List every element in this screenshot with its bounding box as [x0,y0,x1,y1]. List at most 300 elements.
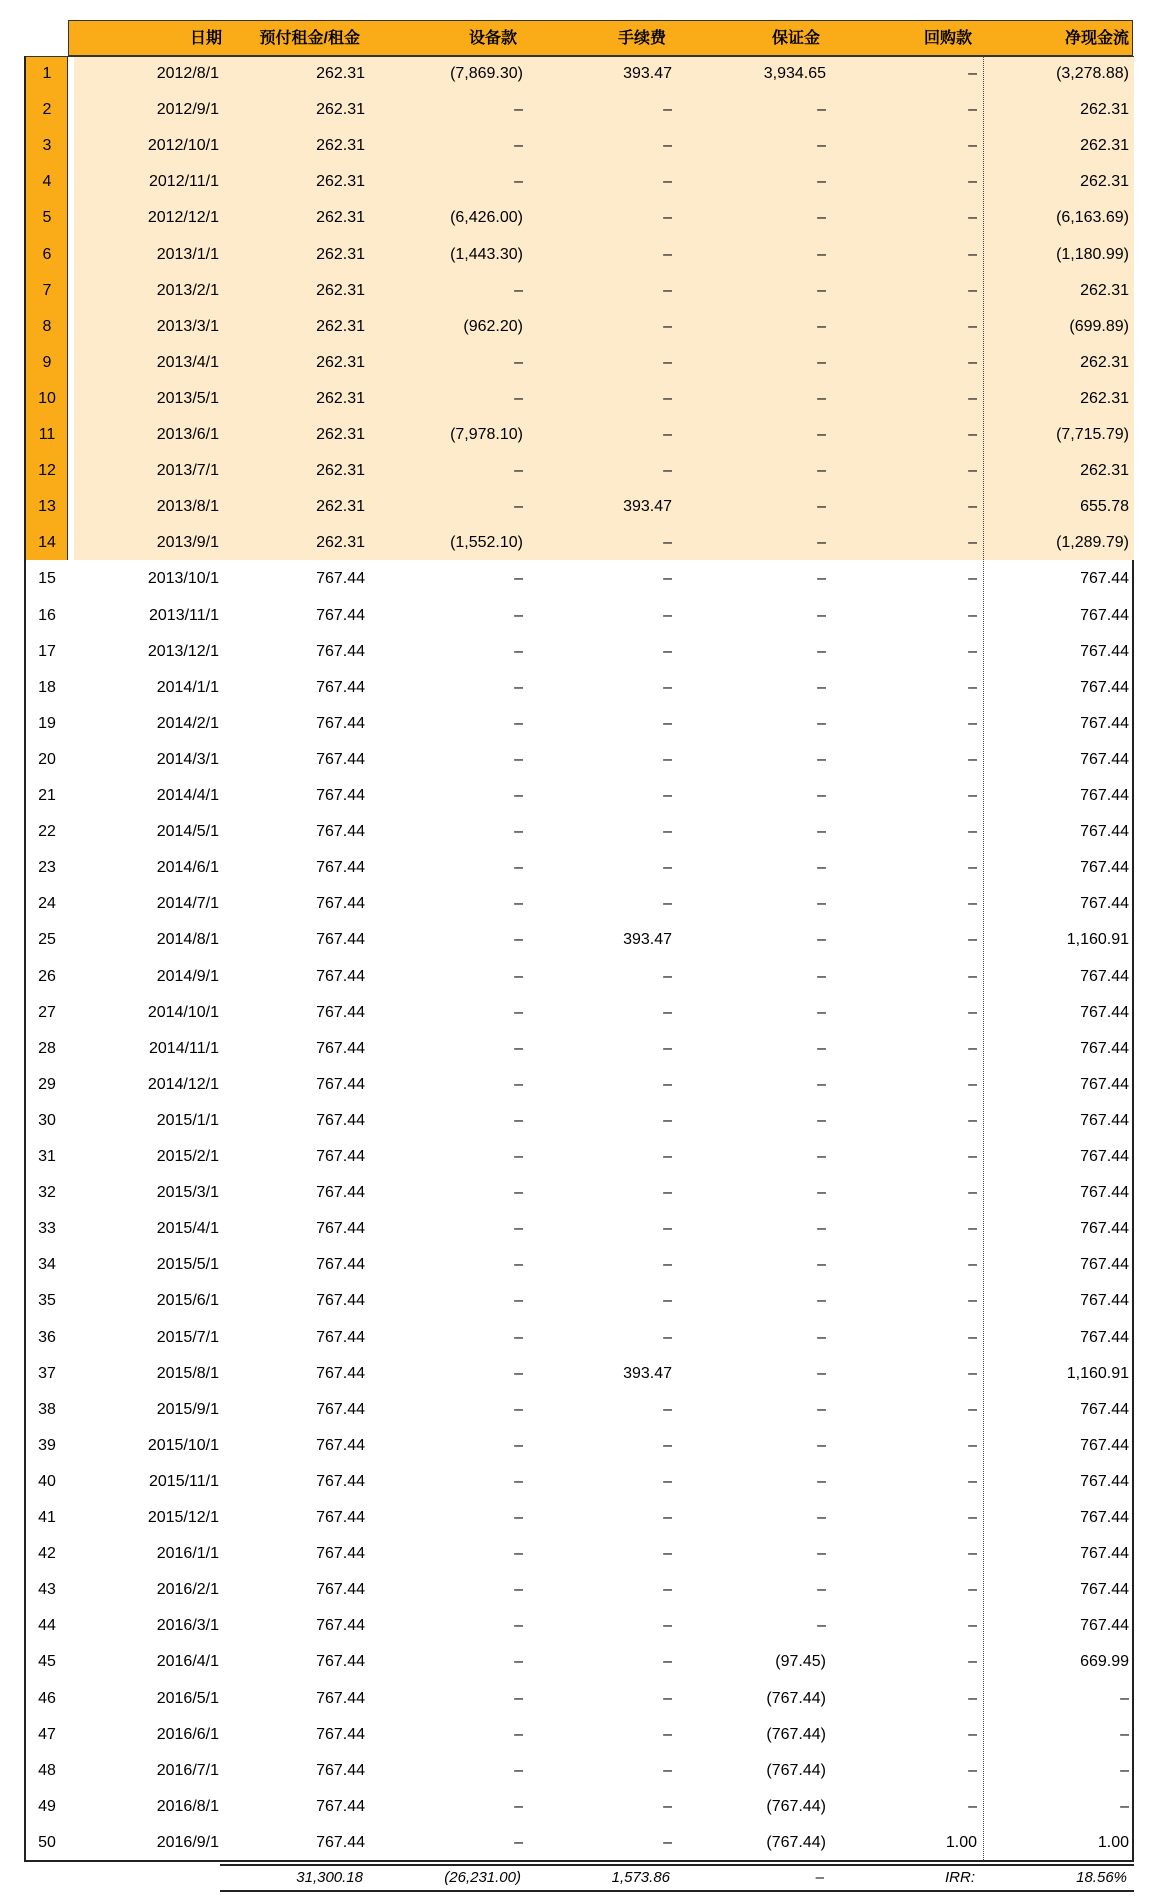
buyback-cell: – [968,1689,977,1707]
deposit-cell: (767.44) [766,1761,826,1779]
equipment-cell: – [514,101,523,119]
net-cell: 767.44 [1080,859,1129,877]
net-cell: 767.44 [1080,570,1129,588]
deposit-cell: – [817,426,826,443]
rent-cell: 767.44 [316,1653,365,1671]
date-cell: 2015/10/1 [147,1436,219,1454]
date-cell: 2015/9/1 [156,1400,219,1418]
deposit-cell: – [817,1472,826,1490]
date-cell: 2012/11/1 [149,173,219,191]
row-index: 13 [38,498,56,516]
net-cell: 767.44 [1080,1256,1129,1274]
date-cell: 2016/2/1 [156,1581,219,1599]
rent-cell: 767.44 [316,1111,365,1129]
net-cell: 655.78 [1080,498,1129,516]
net-cell: 1.00 [1097,1833,1129,1851]
rent-cell: 767.44 [316,967,365,985]
equipment-cell: (7,869.30) [450,65,523,82]
equipment-cell: – [514,1039,523,1057]
row-index: 32 [38,1184,56,1202]
net-cell: 767.44 [1080,1148,1129,1165]
table-row [26,561,1134,597]
net-cell: 767.44 [1080,1581,1129,1599]
rent-cell: 262.31 [316,281,365,299]
table-row [26,1356,1134,1392]
fee-cell: – [663,1797,672,1815]
deposit-cell: (767.44) [766,1833,826,1851]
rent-cell: 262.31 [316,426,365,443]
deposit-cell: (767.44) [766,1689,826,1707]
date-cell: 2015/2/1 [156,1148,219,1165]
table-row [26,598,1134,634]
header-fee: 手续费 [617,30,666,47]
fee-cell: – [663,570,672,588]
buyback-cell: – [968,245,977,263]
table-row [26,1175,1134,1211]
row-index: 38 [38,1400,56,1418]
net-cell: 767.44 [1080,1111,1129,1129]
equipment-cell: – [514,642,523,660]
buyback-cell: – [968,895,977,913]
row-index: 11 [38,426,56,443]
equipment-cell: – [514,1509,523,1526]
header-deposit: 保证金 [771,30,820,47]
row-index: 23 [38,859,56,877]
equipment-cell: – [514,1689,523,1707]
buyback-cell: – [968,1328,977,1346]
net-cell: (1,180.99) [1056,245,1129,263]
equipment-cell: – [514,1436,523,1454]
table-row [26,1681,1134,1717]
fee-cell: – [663,281,672,299]
deposit-cell: – [817,1111,826,1129]
row-index: 49 [38,1797,56,1815]
equipment-cell: – [514,389,523,407]
row-index: 48 [38,1761,56,1779]
row-index: 19 [38,714,56,732]
net-cell: 767.44 [1080,1220,1129,1238]
fee-cell: – [663,209,672,227]
deposit-cell: – [817,1364,826,1382]
buyback-cell: – [968,426,977,443]
deposit-cell: (767.44) [766,1797,826,1815]
rent-cell: 767.44 [316,1364,365,1382]
header-date: 日期 [189,30,222,47]
deposit-cell: – [817,1328,826,1346]
row-index: 14 [38,534,56,552]
net-cell: 262.31 [1080,353,1129,371]
fee-cell: – [663,137,672,155]
buyback-cell: 1.00 [945,1833,977,1851]
table-row [26,670,1134,706]
buyback-cell: – [968,606,977,624]
rent-cell: 262.31 [316,498,365,516]
rent-cell: 262.31 [316,173,365,191]
deposit-cell: – [817,823,826,841]
deposit-cell: – [817,1617,826,1635]
header-equipment: 设备款 [468,30,517,47]
deposit-cell: – [817,101,826,119]
buyback-cell: – [968,642,977,660]
net-cell: 767.44 [1080,1545,1129,1563]
table-row [26,128,1134,164]
deposit-cell: (97.45) [775,1653,826,1671]
date-cell: 2015/3/1 [156,1184,219,1202]
fee-cell: – [663,859,672,877]
net-cell: 262.31 [1080,101,1129,119]
buyback-cell: – [968,1292,977,1310]
deposit-cell: – [817,1075,826,1093]
net-cell: 767.44 [1080,1075,1129,1093]
deposit-cell: – [817,353,826,371]
deposit-cell: – [817,137,826,155]
fee-cell: – [663,1725,672,1743]
rent-cell: 767.44 [316,1797,365,1815]
row-index: 42 [38,1545,56,1563]
buyback-cell: – [968,1400,977,1418]
table-row [26,273,1134,309]
table-row [26,1211,1134,1247]
date-cell: 2013/8/1 [156,498,219,516]
equipment-cell: (962.20) [463,317,523,335]
date-cell: 2013/5/1 [156,389,219,407]
row-index: 9 [42,353,52,371]
table-row [26,959,1134,995]
fee-cell: – [663,1617,672,1635]
fee-cell: – [663,1509,672,1526]
row-index: 17 [38,642,56,660]
row-index: 21 [38,787,56,804]
equipment-cell: – [514,750,523,768]
row-index: 28 [38,1039,56,1057]
date-cell: 2016/1/1 [156,1545,219,1563]
date-cell: 2013/3/1 [156,317,219,335]
date-cell: 2014/12/1 [147,1075,219,1093]
table-row [26,850,1134,886]
fee-cell: – [663,967,672,985]
rent-cell: 767.44 [316,1292,365,1310]
net-cell: – [1120,1689,1129,1707]
equipment-cell: – [514,1075,523,1093]
rent-cell: 767.44 [316,1075,365,1093]
fee-cell: – [663,173,672,191]
row-index: 7 [42,281,52,299]
table-row [26,1717,1134,1753]
deposit-cell: – [817,462,826,480]
row-index: 6 [42,245,52,263]
date-cell: 2014/6/1 [156,859,219,877]
rent-cell: 767.44 [316,1689,365,1707]
row-index: 26 [38,967,56,985]
fee-cell: – [663,101,672,119]
table-row [26,814,1134,850]
total-fee: 1,573.86 [611,1869,670,1886]
equipment-cell: – [514,787,523,804]
buyback-cell: – [968,389,977,407]
rent-cell: 767.44 [316,1509,365,1526]
net-cell: 767.44 [1080,1436,1129,1454]
date-cell: 2015/11/1 [149,1472,219,1490]
fee-cell: – [663,389,672,407]
buyback-cell: – [968,1184,977,1202]
rent-cell: 767.44 [316,642,365,660]
row-index: 31 [38,1148,56,1165]
table-row [26,345,1134,381]
row-index: 44 [38,1617,56,1635]
equipment-cell: – [514,137,523,155]
fee-cell: – [663,1256,672,1274]
equipment-cell: – [514,1797,523,1815]
buyback-cell: – [968,1003,977,1021]
rent-cell: 767.44 [316,1545,365,1563]
row-index: 36 [38,1328,56,1346]
table-row [26,1644,1134,1680]
buyback-cell: – [968,1472,977,1490]
table-row [26,1500,1134,1536]
fee-cell: – [663,1833,672,1851]
row-index: 20 [38,750,56,768]
fee-cell: – [663,1472,672,1490]
buyback-cell: – [968,1797,977,1815]
row-index: 25 [38,931,56,949]
rent-cell: 767.44 [316,1833,365,1851]
deposit-cell: – [817,859,826,877]
date-cell: 2015/4/1 [156,1220,219,1238]
buyback-cell: – [968,1075,977,1093]
equipment-cell: – [514,714,523,732]
buyback-cell: – [968,462,977,480]
fee-cell: – [663,714,672,732]
date-cell: 2015/5/1 [156,1256,219,1274]
buyback-cell: – [968,1581,977,1599]
deposit-cell: – [817,498,826,516]
date-cell: 2015/6/1 [156,1292,219,1310]
rent-cell: 262.31 [316,534,365,552]
equipment-cell: – [514,1653,523,1671]
buyback-cell: – [968,173,977,191]
fee-cell: – [663,895,672,913]
net-cell: 262.31 [1080,173,1129,191]
rent-cell: 262.31 [316,389,365,407]
date-cell: 2012/9/1 [156,101,219,119]
total-deposit: – [815,1869,824,1886]
fee-cell: – [663,606,672,624]
equipment-cell: – [514,1581,523,1599]
net-cell: 1,160.91 [1066,931,1129,949]
date-cell: 2012/8/1 [156,65,219,82]
header-buyback: 回购款 [923,30,972,47]
row-index: 39 [38,1436,56,1454]
fee-cell: – [663,678,672,696]
row-index: 12 [38,462,56,480]
row-index: 41 [38,1509,56,1526]
deposit-cell: – [817,642,826,660]
deposit-cell: 3,934.65 [763,65,826,82]
fee-cell: – [663,1111,672,1129]
net-cell: 669.99 [1080,1653,1129,1671]
table-row [26,1428,1134,1464]
date-cell: 2016/6/1 [156,1725,219,1743]
equipment-cell: – [514,1148,523,1165]
date-cell: 2014/1/1 [156,678,219,696]
equipment-cell: – [514,859,523,877]
rent-cell: 767.44 [316,1184,365,1202]
equipment-cell: – [514,498,523,516]
buyback-cell: – [968,967,977,985]
table-row [26,1825,1134,1861]
net-cell: 767.44 [1080,1003,1129,1021]
fee-cell: – [663,787,672,804]
table-body [24,56,1134,1862]
fee-cell: – [663,1003,672,1021]
deposit-cell: – [817,1184,826,1202]
row-index: 24 [38,895,56,913]
equipment-cell: – [514,1003,523,1021]
fee-cell: – [663,1039,672,1057]
table-header [68,20,1133,56]
equipment-cell: – [514,606,523,624]
net-cell: 767.44 [1080,642,1129,660]
buyback-cell: – [968,859,977,877]
row-index: 4 [42,173,52,191]
rent-cell: 262.31 [316,245,365,263]
date-cell: 2013/4/1 [156,353,219,371]
deposit-cell: – [817,281,826,299]
equipment-cell: – [514,1328,523,1346]
date-cell: 2015/8/1 [156,1364,219,1382]
buyback-cell: – [968,714,977,732]
rent-cell: 262.31 [316,65,365,82]
rent-cell: 767.44 [316,678,365,696]
deposit-cell: – [817,209,826,227]
row-index: 30 [38,1111,56,1129]
rent-cell: 767.44 [316,606,365,624]
buyback-cell: – [968,209,977,227]
buyback-cell: – [968,1220,977,1238]
date-cell: 2012/12/1 [147,209,219,227]
fee-cell: 393.47 [623,1364,672,1382]
net-cell: 767.44 [1080,1039,1129,1057]
row-index: 15 [38,570,56,588]
deposit-cell: – [817,1220,826,1238]
table-row [26,1608,1134,1644]
totals-row [220,1864,1134,1892]
rent-cell: 767.44 [316,570,365,588]
table-row [26,1103,1134,1139]
table-row [26,1320,1134,1356]
net-cell: 767.44 [1080,1328,1129,1346]
net-cell: 262.31 [1080,389,1129,407]
buyback-cell: – [968,1436,977,1454]
row-index: 46 [38,1689,56,1707]
table-row [26,237,1134,273]
fee-cell: – [663,750,672,768]
fee-cell: – [663,462,672,480]
buyback-cell: – [968,65,977,82]
table-row [26,1283,1134,1319]
table-row [26,164,1134,200]
table-row [26,922,1134,958]
fee-cell: – [663,317,672,335]
deposit-cell: – [817,1292,826,1310]
date-cell: 2013/10/1 [147,570,219,588]
header-rent: 预付租金/租金 [259,30,360,47]
fee-cell: 393.47 [623,65,672,82]
row-index: 10 [38,389,56,407]
deposit-cell: – [817,895,826,913]
date-cell: 2016/7/1 [156,1761,219,1779]
rent-cell: 262.31 [316,137,365,155]
equipment-cell: – [514,1184,523,1202]
rent-cell: 767.44 [316,750,365,768]
rent-cell: 262.31 [316,462,365,480]
fee-cell: – [663,1689,672,1707]
equipment-cell: – [514,1833,523,1851]
date-cell: 2014/2/1 [156,714,219,732]
buyback-cell: – [968,750,977,768]
deposit-cell: – [817,1256,826,1274]
rent-cell: 767.44 [316,1472,365,1490]
table-row [26,1753,1134,1789]
row-index: 33 [38,1220,56,1238]
buyback-cell: – [968,1256,977,1274]
fee-cell: – [663,1436,672,1454]
date-cell: 2013/9/1 [156,534,219,552]
fee-cell: – [663,823,672,841]
equipment-cell: – [514,1472,523,1490]
buyback-cell: – [968,534,977,552]
equipment-cell: – [514,570,523,588]
rent-cell: 262.31 [316,209,365,227]
buyback-cell: – [968,317,977,335]
net-cell: (7,715.79) [1056,426,1129,443]
deposit-cell: – [817,967,826,985]
net-cell: 767.44 [1080,678,1129,696]
table-row [26,381,1134,417]
buyback-cell: – [968,1725,977,1743]
buyback-cell: – [968,1617,977,1635]
deposit-cell: – [817,1003,826,1021]
irr-label: IRR: [945,1869,975,1886]
date-cell: 2014/10/1 [147,1003,219,1021]
deposit-cell: – [817,714,826,732]
table-row [26,706,1134,742]
table-row [26,995,1134,1031]
table-row [26,1392,1134,1428]
rent-cell: 767.44 [316,1148,365,1165]
equipment-cell: (6,426.00) [450,209,523,227]
table-row [26,1464,1134,1500]
date-cell: 2016/9/1 [156,1833,219,1851]
fee-cell: – [663,1761,672,1779]
net-cell: (699.89) [1069,317,1129,335]
row-index: 34 [38,1256,56,1274]
buyback-cell: – [968,498,977,516]
equipment-cell: (1,443.30) [450,245,523,263]
row-index: 43 [38,1581,56,1599]
date-cell: 2013/11/1 [149,606,219,624]
fee-cell: – [663,1328,672,1346]
net-cell: 767.44 [1080,1400,1129,1418]
date-cell: 2016/3/1 [156,1617,219,1635]
net-cell: 767.44 [1080,1184,1129,1202]
date-cell: 2014/3/1 [156,750,219,768]
rent-cell: 262.31 [316,317,365,335]
buyback-cell: – [968,353,977,371]
buyback-cell: – [968,678,977,696]
buyback-cell: – [968,281,977,299]
buyback-cell: – [968,137,977,155]
